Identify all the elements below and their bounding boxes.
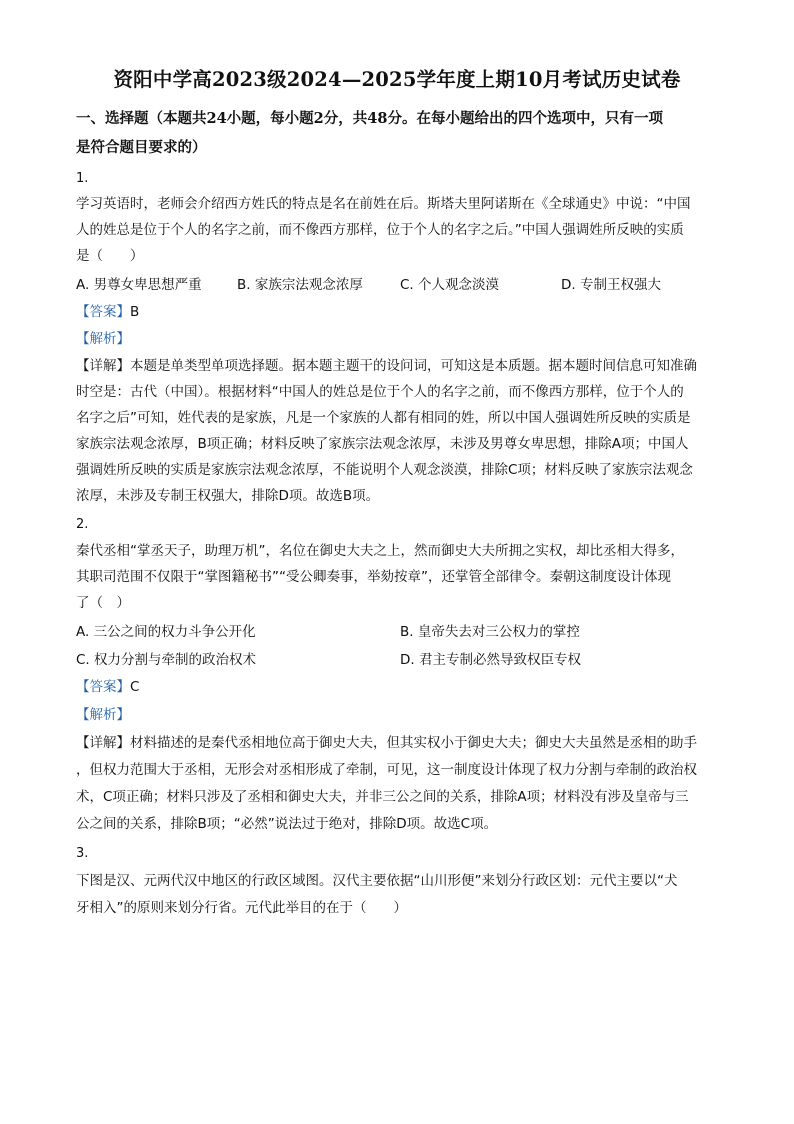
analysis-tag: 【解析】 xyxy=(76,331,130,347)
q2-answer-value: C xyxy=(130,679,140,695)
q1-stem-line-1: 学习英语时，老师会介绍西方姓氏的特点是名在前姓在后。斯塔夫里阿诺斯在《全球通史》中说：“中国 xyxy=(76,196,691,212)
q2-option-c: C. 权力分割与牵制的政治权术 xyxy=(76,652,257,668)
section-heading-line-2: 是符合题目要求的） xyxy=(76,139,207,156)
detail-tag: 【详解】 xyxy=(76,358,130,374)
q2-detail-line-3: 术，C项正确；材料只涉及了丞相和御史大夫，并非三公之间的关系，排除A项；材料没有涉及皇帝与三 xyxy=(76,789,689,805)
exam-title: 资阳中学高2023级2024—2025学年度上期10月考试历史试卷 xyxy=(113,68,681,91)
q2-answer xyxy=(76,678,139,696)
q3-stem-line-2: 牙相入”的原则来划分行省。元代此举目的在于（ ） xyxy=(76,900,407,916)
q1-stem-line-2: 人的姓总是位于个人的名字之前，而不像西方那样，位于个人的名字之后。”中国人强调姓所反映的实质 xyxy=(76,222,684,238)
q2-detail-text-1: 材料描述的是秦代丞相地位高于御史大夫，但其实权小于御史大夫；御史大夫虽然是丞相的助手 xyxy=(130,735,697,751)
q1-option-a: A. 男尊女卑思想严重 xyxy=(76,277,202,293)
q1-detail-line-2: 时空是：古代（中国）。根据材料“中国人的姓总是位于个人的名字之前，而不像西方那样，位于个人的 xyxy=(76,384,684,400)
section-heading xyxy=(76,104,716,162)
q3-number: 3. xyxy=(76,846,89,861)
q1-answer-value: B xyxy=(130,304,140,320)
q3-stem-line-1: 下图是汉、元两代汉中地区的行政区域图。汉代主要依据“山川形便”来划分行政区划：元代主要以“犬 xyxy=(76,873,678,889)
analysis-tag: 【解析】 xyxy=(76,707,130,723)
q1-detail-line-3: 名字之后”可知，姓代表的是家族，凡是一个家族的人都有相同的姓，所以中国人强调姓所反映的实质是 xyxy=(76,410,691,426)
q2-option-d: D. 君主专制必然导致权臣专权 xyxy=(400,652,581,668)
q1-detail-line-5: 强调姓所反映的实质是家族宗法观念浓厚，不能说明个人观念淡漠，排除C项；材料反映了家族宗法观念 xyxy=(76,462,693,478)
q2-analysis-tag xyxy=(76,706,130,724)
q2-stem-line-3: 了（ ） xyxy=(76,595,130,611)
q1-detail-line-4: 家族宗法观念浓厚，B项正确；材料反映了家族宗法观念浓厚，未涉及男尊女卑思想，排除A项；中国人 xyxy=(76,436,689,452)
detail-tag: 【详解】 xyxy=(76,735,130,751)
q2-detail-line-2: ，但权力范围大于丞相，无形会对丞相形成了牵制，可见，这一制度设计体现了权力分割与牵制的政治权 xyxy=(76,762,697,778)
q1-number: 1. xyxy=(76,171,89,186)
answer-tag: 【答案】 xyxy=(76,304,130,320)
q1-analysis-tag xyxy=(76,330,130,348)
q2-detail-line-1 xyxy=(76,734,718,752)
q1-detail-line-6: 浓厚，未涉及专制王权强大，排除D项。故选B项。 xyxy=(76,488,380,504)
q1-answer xyxy=(76,303,139,321)
q1-option-c: C. 个人观念淡漠 xyxy=(400,277,500,293)
q2-stem-line-1: 秦代丞相“掌丞天子，助理万机”，名位在御史大夫之上，然而御史大夫所拥之实权，却比丞相大得多， xyxy=(76,543,684,559)
section-heading-line-1: 一、选择题（本题共24小题，每小题2分，共48分。在每小题给出的四个选项中，只有一项 xyxy=(76,110,663,127)
q1-detail-text-1: 本题是单类型单项选择题。据本题主题干的设问词，可知这是本质题。据本题时间信息可知准确 xyxy=(130,358,697,374)
q2-detail-line-4: 公之间的关系，排除B项；“必然”说法过于绝对，排除D项。故选C项。 xyxy=(76,816,498,832)
q2-option-a: A. 三公之间的权力斗争公开化 xyxy=(76,624,256,640)
answer-tag: 【答案】 xyxy=(76,679,130,695)
q1-stem-line-3: 是（ ） xyxy=(76,248,144,264)
q1-detail-line-1 xyxy=(76,357,718,375)
q1-option-b: B. 家族宗法观念浓厚 xyxy=(237,277,363,293)
q2-stem-line-2: 其职司范围不仅限于“掌图籍秘书”“受公卿奏事，举劾按章”，还掌管全部律令。秦朝这制度设计体现 xyxy=(76,569,671,585)
q2-option-b: B. 皇帝失去对三公权力的掌控 xyxy=(400,624,580,640)
q1-option-d: D. 专制王权强大 xyxy=(561,277,661,293)
q2-number: 2. xyxy=(76,517,89,532)
